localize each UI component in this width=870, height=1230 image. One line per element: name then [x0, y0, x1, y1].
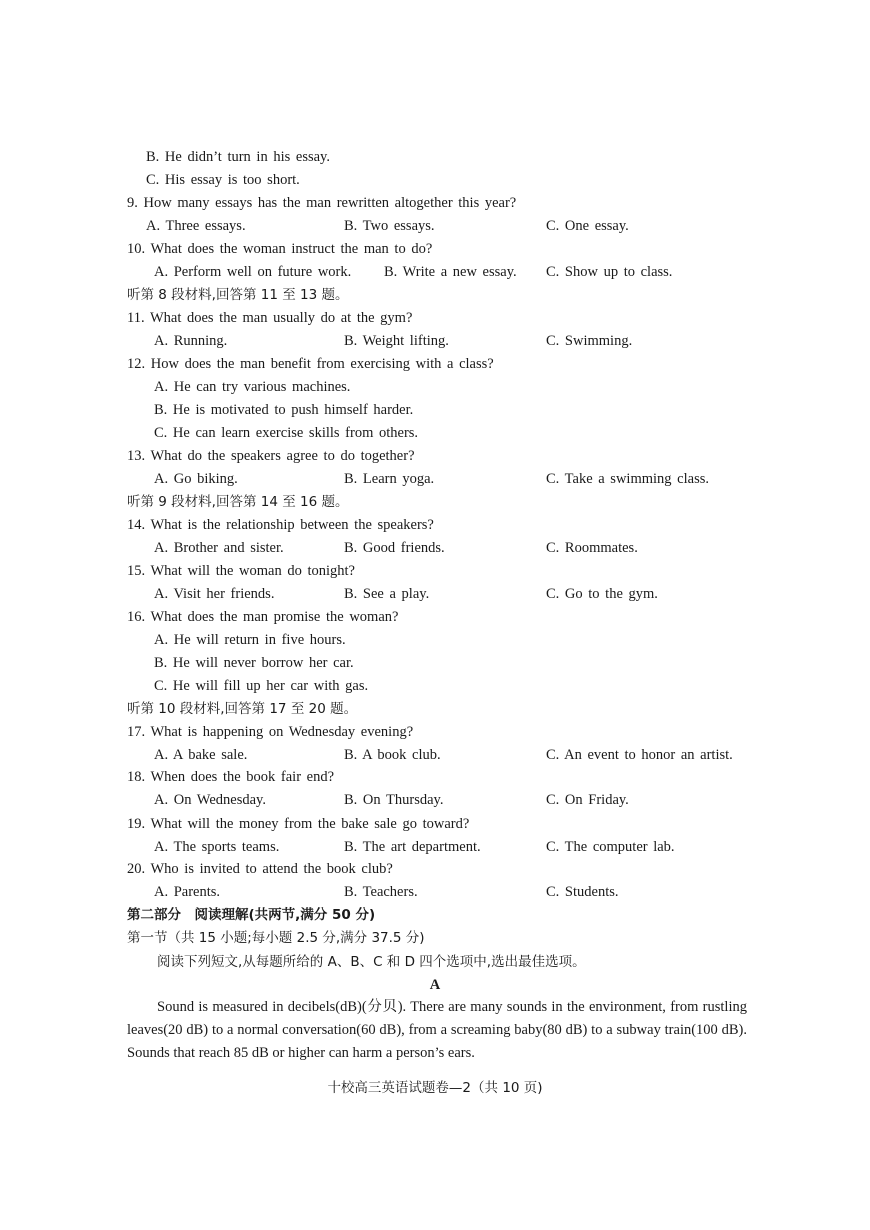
- option-8b: B. He didn’t turn in his essay.: [146, 149, 330, 165]
- question-15: 15. What will the woman do tonight?: [127, 563, 355, 579]
- option-11b: B. Weight lifting.: [344, 333, 449, 349]
- question-10: 10. What does the woman instruct the man to do?: [127, 241, 433, 257]
- option-19a: A. The sports teams.: [154, 839, 280, 855]
- option-20c: C. Students.: [546, 884, 619, 900]
- option-13b: B. Learn yoga.: [344, 471, 435, 487]
- option-17b: B. A book club.: [344, 747, 441, 763]
- option-9a: A. Three essays.: [146, 218, 246, 234]
- option-9c: C. One essay.: [546, 218, 629, 234]
- option-17a: A. A bake sale.: [154, 747, 248, 763]
- option-14c: C. Roommates.: [546, 540, 638, 556]
- option-20a: A. Parents.: [154, 884, 221, 900]
- option-11a: A. Running.: [154, 333, 228, 349]
- section-one-heading: 第一节（共 15 小题;每小题 2.5 分,满分 37.5 分): [127, 930, 425, 946]
- option-15c: C. Go to the gym.: [546, 586, 658, 602]
- option-16a: A. He will return in five hours.: [154, 632, 346, 648]
- option-15a: A. Visit her friends.: [154, 586, 275, 602]
- option-14a: A. Brother and sister.: [154, 540, 284, 556]
- question-17: 17. What is happening on Wednesday evening?: [127, 724, 414, 740]
- option-12b: B. He is motivated to push himself harder.: [154, 402, 414, 418]
- option-16b: B. He will never borrow her car.: [154, 655, 354, 671]
- question-19: 19. What will the money from the bake sale go toward?: [127, 816, 470, 832]
- section-heading-8: 听第 8 段材料,回答第 11 至 13 题。: [127, 287, 349, 303]
- question-13: 13. What do the speakers agree to do together?: [127, 448, 415, 464]
- question-9: 9. How many essays has the man rewritten altogether this year?: [127, 195, 517, 211]
- option-12c: C. He can learn exercise skills from others.: [154, 425, 419, 441]
- section-heading-9: 听第 9 段材料,回答第 14 至 16 题。: [127, 494, 349, 510]
- option-8c: C. His essay is too short.: [146, 172, 300, 188]
- section-heading-10: 听第 10 段材料,回答第 17 至 20 题。: [127, 701, 358, 717]
- option-13c: C. Take a swimming class.: [546, 471, 709, 487]
- option-18c: C. On Friday.: [546, 792, 629, 808]
- passage-label: A: [429, 977, 441, 993]
- option-14b: B. Good friends.: [344, 540, 445, 556]
- option-11c: C. Swimming.: [546, 333, 633, 349]
- option-10b: B. Write a new essay.: [384, 264, 517, 280]
- option-13a: A. Go biking.: [154, 471, 238, 487]
- option-9b: B. Two essays.: [344, 218, 435, 234]
- option-12a: A. He can try various machines.: [154, 379, 351, 395]
- option-20b: B. Teachers.: [344, 884, 418, 900]
- option-19b: B. The art department.: [344, 839, 481, 855]
- part-two-heading: 第二部分 阅读理解(共两节,满分 50 分): [127, 907, 376, 923]
- question-18: 18. When does the book fair end?: [127, 769, 335, 785]
- option-10c: C. Show up to class.: [546, 264, 673, 280]
- option-10a: A. Perform well on future work.: [154, 264, 352, 280]
- option-17c: C. An event to honor an artist.: [546, 747, 733, 763]
- instructions: 阅读下列短文,从每题所给的 A、B、C 和 D 四个选项中,选出最佳选项。: [157, 954, 586, 970]
- question-11: 11. What does the man usually do at the gym?: [127, 310, 413, 326]
- option-18b: B. On Thursday.: [344, 792, 444, 808]
- option-16c: C. He will fill up her car with gas.: [154, 678, 369, 694]
- passage-text: Sound is measured in decibels(dB)(分贝). There are many sounds in the environment, from rustling leaves(20 dB) to a normal conversation(60 dB), from a screaming baby(80 dB) to a subway train(100 dB). Sounds that reach 85 dB or higher can harm a person’s ears.: [127, 999, 747, 1061]
- question-20: 20. Who is invited to attend the book club?: [127, 861, 393, 877]
- option-18a: A. On Wednesday.: [154, 792, 266, 808]
- option-19c: C. The computer lab.: [546, 839, 675, 855]
- option-15b: B. See a play.: [344, 586, 430, 602]
- question-12: 12. How does the man benefit from exercising with a class?: [127, 356, 494, 372]
- question-14: 14. What is the relationship between the speakers?: [127, 517, 434, 533]
- page-footer: 十校高三英语试题卷—2（共 10 页): [327, 1080, 543, 1096]
- question-16: 16. What does the man promise the woman?: [127, 609, 399, 625]
